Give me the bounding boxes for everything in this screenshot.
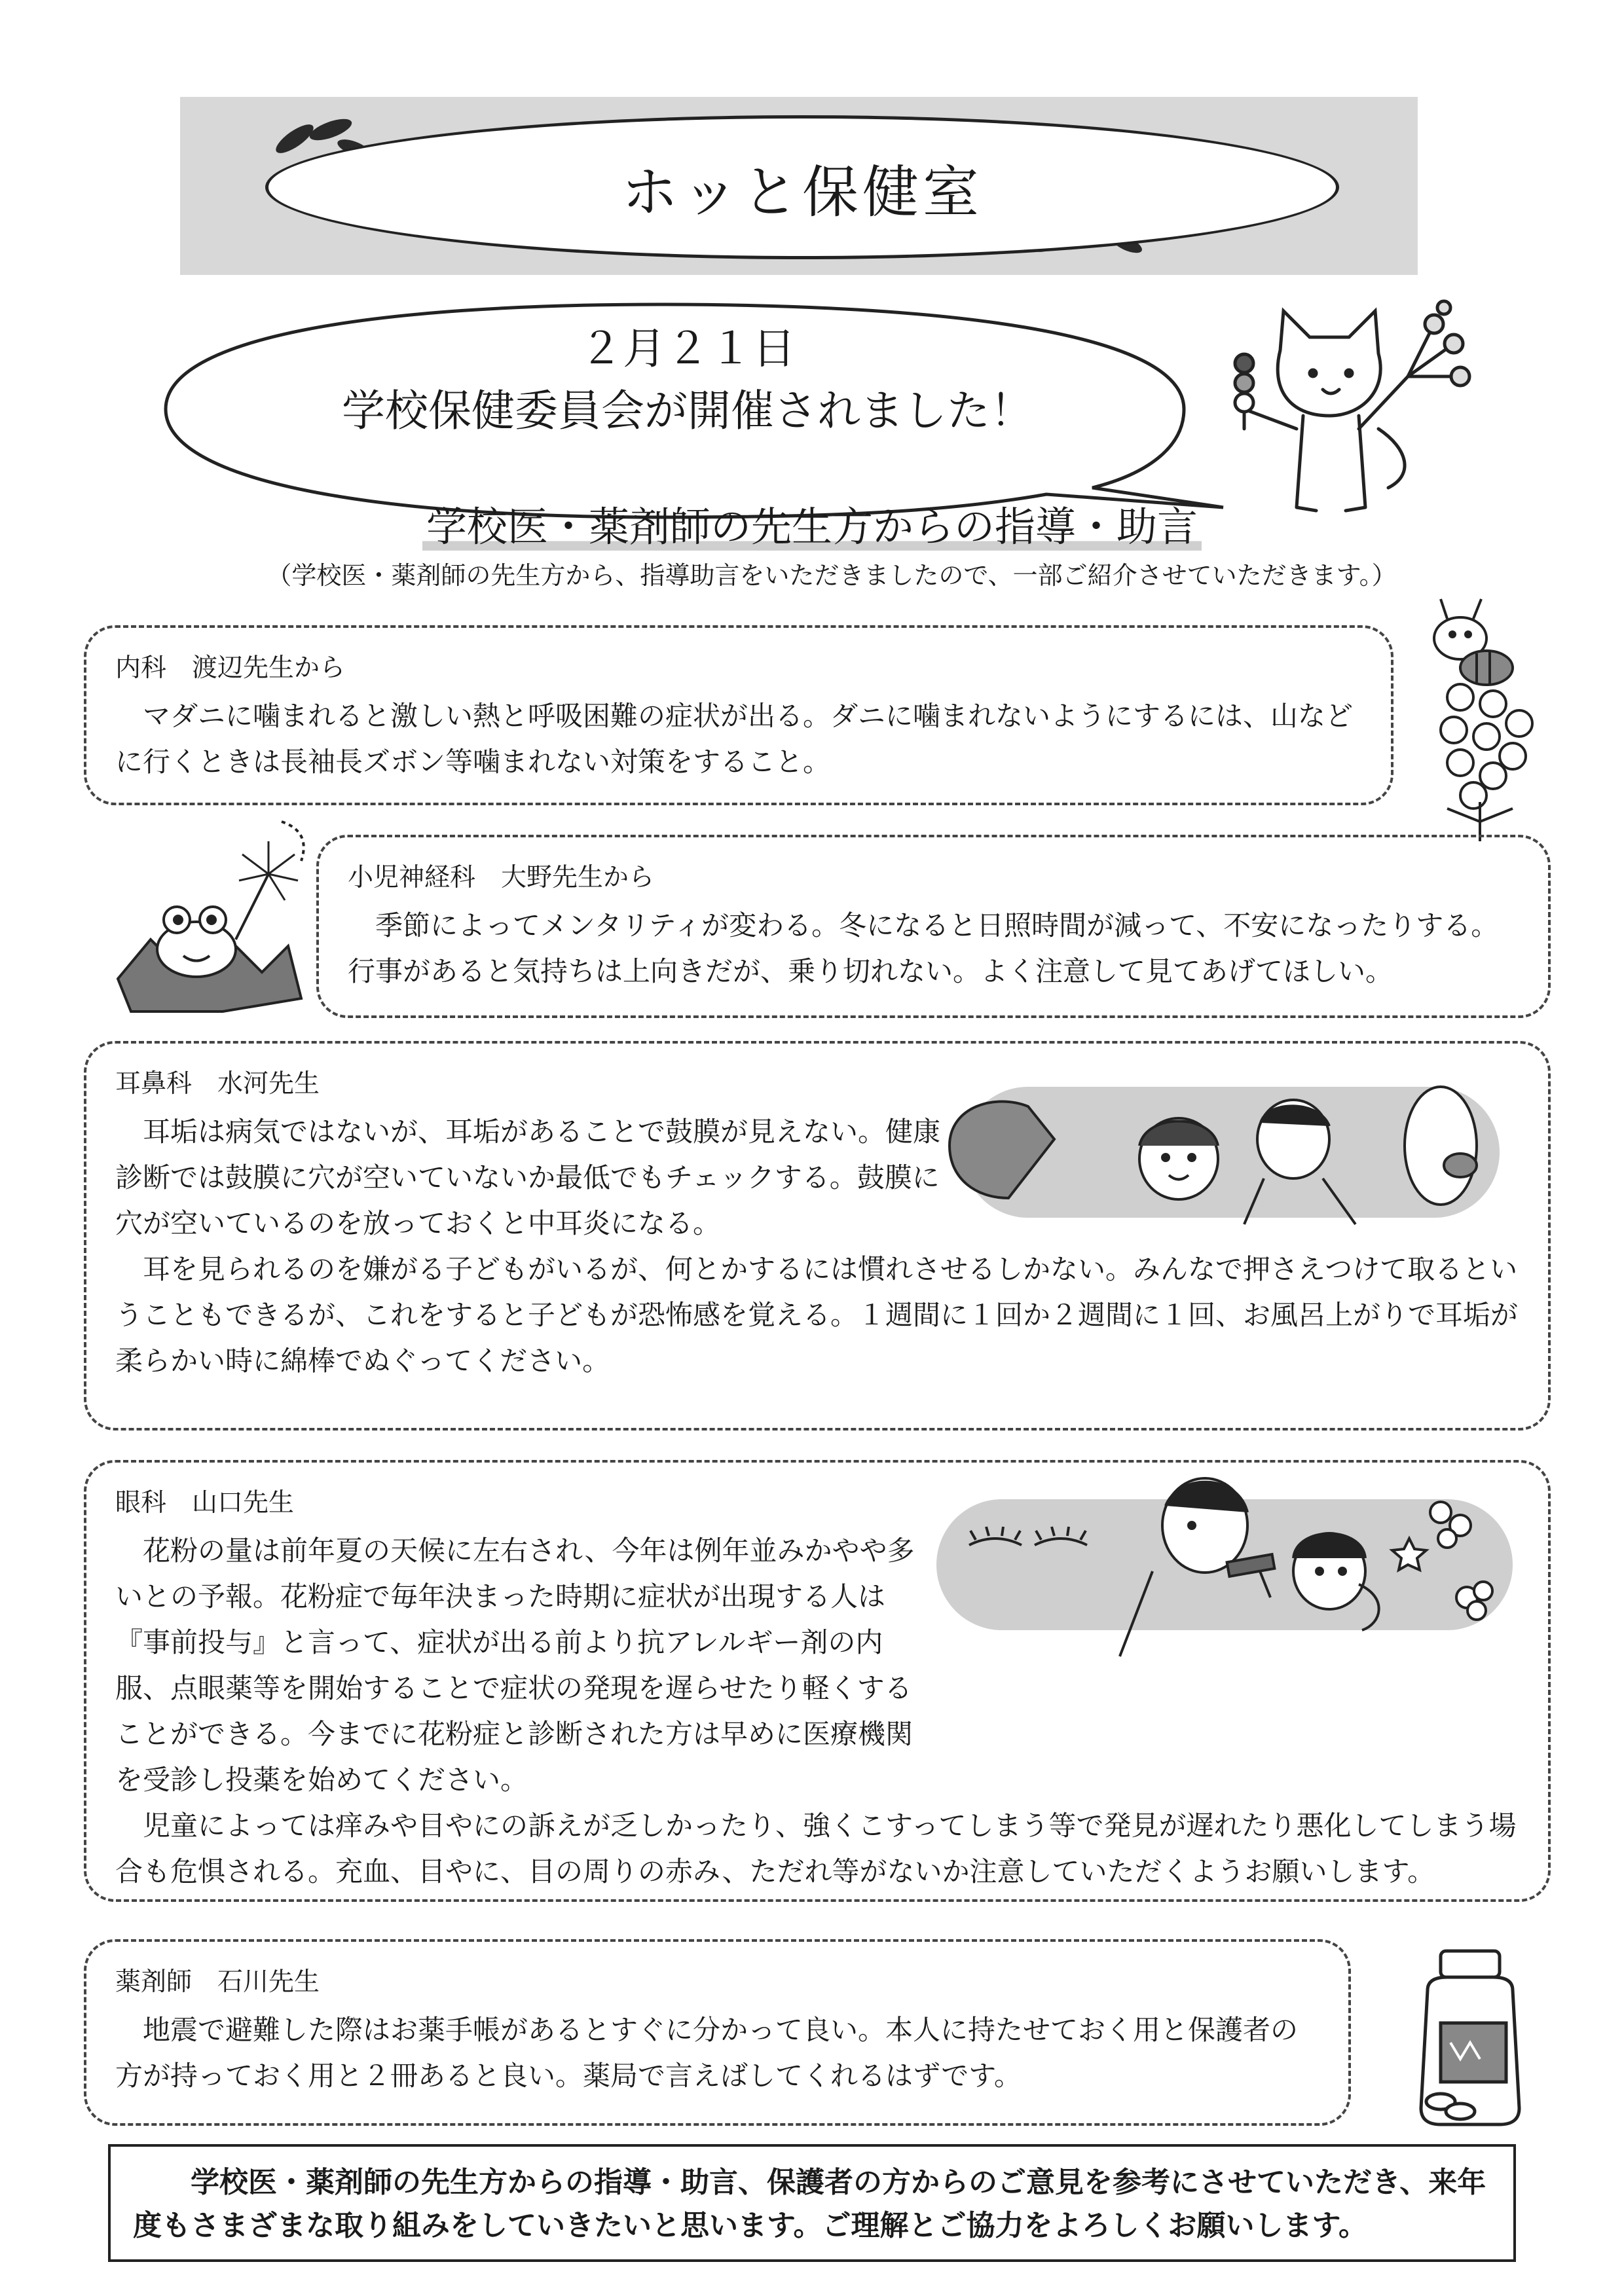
advice-text: 地震で避難した際はお薬手帳があるとすぐに分かって良い。本人に持たせておく用と保護者の方が持っておく用と２冊あると良い。薬局で言えばしてくれるはずです。 <box>115 2014 1299 2092</box>
advice-heading: 薬剤師 石川先生 <box>115 1967 320 1997</box>
section-subtitle: （学校医・薬剤師の先生方から、指導助言をいただきましたので、一部ご紹介させていただきます。） <box>267 561 1397 590</box>
eye-exam-illustration <box>930 1467 1526 1663</box>
advice-text: 耳を見られるのを嫌がる子どもがいるが、何とかするには慣れさせるしかない。みんなで押さえつけて取るということもできるが、これをすると子どもが恐怖感を覚える。１週間に１回か２週間に１回、お風呂上がりで耳垢が柔らかい時に綿棒でぬぐってください。 <box>115 1253 1519 1377</box>
advice-text: 季節によってメンタリティが変わる。冬になると日照時間が減って、不安になったりする。行事があると気持ちは上向きだが、乗り切れない。よく注意して見てあげてほしい。 <box>348 909 1499 987</box>
advice-text: 耳垢は病気ではないが、耳垢があることで鼓膜が見えない。健康診断では鼓膜に穴が空いていないか最低でもチェックする。鼓膜に穴が空いているのを放っておくと中耳炎になる。 <box>115 1116 941 1239</box>
advice-heading: 内科 渡辺先生から <box>115 653 346 683</box>
frog-with-sparkler-illustration <box>105 809 321 1031</box>
ear-exam-illustration <box>936 1067 1513 1224</box>
section-title: 学校医・薬剤師の先生方からの指導・助言 <box>393 494 1231 553</box>
advice-pharmacist <box>84 1939 1351 2126</box>
advice-internal-medicine <box>84 625 1393 805</box>
closing-message: 学校医・薬剤師の先生方からの指導・助言、保護者の方からのご意見を参考にさせていただき、来年度もさまざまな取り組みをしていきたいと思います。ご理解とご協力をよろしくお願いします。 <box>108 2144 1516 2262</box>
advice-heading: 眼科 山口先生 <box>115 1488 295 1518</box>
announcement-date: ２月２１日 <box>580 323 796 374</box>
advice-text: 花粉の量は前年夏の天候に左右され、今年は例年並みかやや多いとの予報。花粉症で毎年決まった時期に症状が出現する人は『事前投与』と言って、症状が出る前より抗アレルギー剤の内服、点眼薬等を開始することで症状の発現を遅らせたり軽くすることができる。今までに花粉症と診断された方は早めに医療機関を受診し投薬を始めてください。 <box>115 1535 915 1796</box>
announcement <box>262 318 1113 442</box>
page-title: ホッと保健室 <box>621 160 983 225</box>
announcement-headline: 学校保健委員会が開催されました！ <box>342 386 1033 436</box>
bee-on-flowers-illustration <box>1408 592 1552 848</box>
advice-text: マダニに噛まれると激しい熱と呼吸困難の症状が出る。ダニに噛まれないようにするには、山などに行くときは長袖長ズボン等噛まれない対策をすること。 <box>115 700 1354 778</box>
medicine-bottle-illustration <box>1401 1944 1539 2128</box>
cat-with-flowers-illustration <box>1218 298 1493 520</box>
advice-text: 児童によっては痒みや目やにの訴えが乏しかったり、強くこすってしまう等で発見が遅れたり悪化してしまう場合も危惧される。充血、目やに、目の周りの赤み、ただれ等がないか注意していただくようお願いします。 <box>115 1810 1517 1887</box>
advice-pediatric-neurology <box>316 835 1551 1018</box>
advice-heading: 小児神経科 大野先生から <box>348 863 655 892</box>
advice-heading: 耳鼻科 水河先生 <box>115 1069 320 1099</box>
